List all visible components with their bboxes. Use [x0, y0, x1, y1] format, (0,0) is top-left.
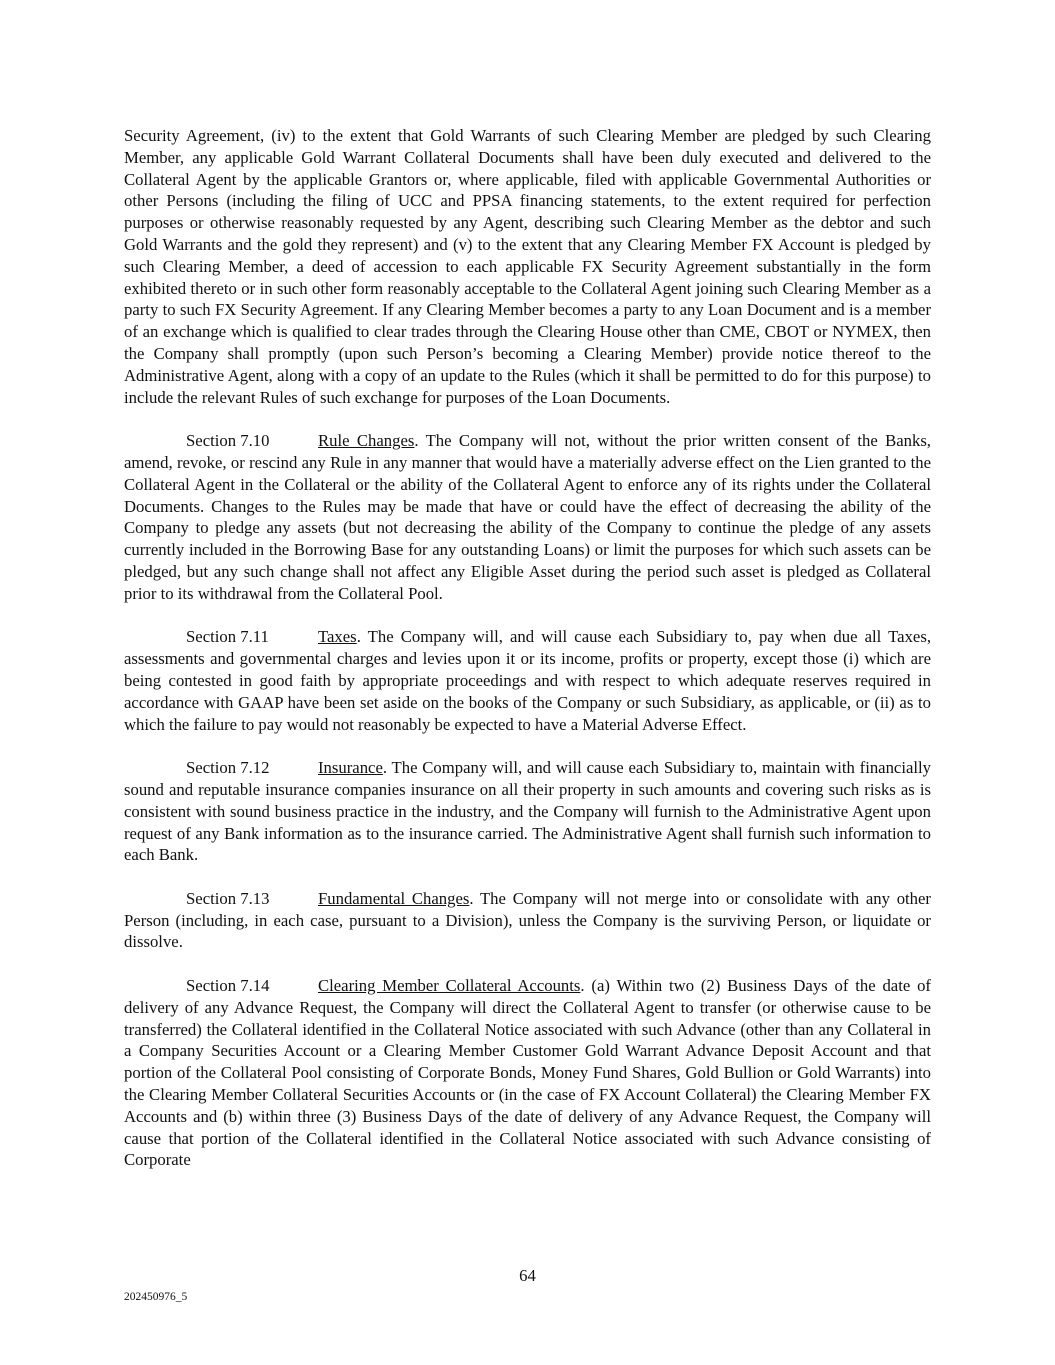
- section-text: . The Company will not merge into or consolidate with any other Person (including, in each case, pursuant to a Division), unless the Company is the surviving Person, or liquidate or dissolve.: [124, 888, 931, 952]
- section-7-11: [124, 626, 931, 735]
- section-text: . (a) Within two (2) Business Days of the date of delivery of any Advance Request, the Company will direct the Collateral Agent to transfer (or otherwise cause to be transferred) the Collateral identified in the Collateral Notice associated with such Advance (other than any Collateral in a Company Securities Account or a Clearing Member Customer Gold Warrant Advance Deposit Account and that portion of the Collateral Pool consisting of Corporate Bonds, Money Fund Shares, Gold Bullion or Gold Warrants) into the Clearing Member Collateral Securities Accounts or (in the case of FX Account Collateral) the Clearing Member FX Accounts and (b) within three (3) Business Days of the date of delivery of any Advance Request, the Company will cause that portion of the Collateral identified in the Collateral Notice associated with such Advance consisting of Corporate: [124, 976, 931, 1170]
- section-number: Section 7.13: [186, 888, 270, 908]
- document-body: [124, 125, 931, 1193]
- section-heading: Clearing Member Collateral Accounts: [318, 976, 581, 996]
- section-text: . The Company will, and will cause each Subsidiary to, maintain with financially sound and reputable insurance companies insurance on all their property in such amounts and covering such risks as is consistent with sound business practice in the industry, and the Company will furnish to the Administrative Agent upon request of any Bank information as to the insurance carried. The Administrative Agent shall furnish such information to each Bank.: [124, 758, 931, 865]
- section-number: Section 7.12: [186, 758, 270, 778]
- section-7-10: [124, 430, 931, 604]
- section-text: . The Company will not, without the prior written consent of the Banks, amend, revoke, or rescind any Rule in any manner that would have a materially adverse effect on the Lien granted to the Collateral Agent in the Collateral or the ability of the Collateral Agent to enforce any of its rights under the Collateral Documents. Changes to the Rules may be made that have or could have the effect of decreasing the ability of the Company to pledge any assets (but not decreasing the ability of the Company to continue the pledge of any assets currently included in the Borrowing Base for any outstanding Loans) or limit the purposes for which such assets can be pledged, but any such change shall not affect any Eligible Asset during the period such asset is pledged as Collateral prior to its withdrawal from the Collateral Pool.: [124, 431, 931, 603]
- section-heading: Rule Changes: [318, 431, 415, 451]
- section-number: Section 7.10: [186, 431, 270, 451]
- page-number: 64: [519, 1266, 536, 1285]
- section-text: . The Company will, and will cause each Subsidiary to, pay when due all Taxes, assessments and governmental charges and levies upon it or its income, profits or property, except those (i) which are being contested in good faith by appropriate proceedings and with respect to which adequate reserves required in accordance with GAAP have been set aside on the books of the Company or such Subsidiary, as applicable, or (ii) as to which the failure to pay would not reasonably be expected to have a Material Adverse Effect.: [124, 627, 931, 734]
- section-7-14: [124, 975, 931, 1171]
- section-7-12: [124, 757, 931, 866]
- section-heading: Insurance: [318, 758, 383, 778]
- section-heading: Taxes: [318, 627, 357, 647]
- section-heading: Fundamental Changes: [318, 888, 470, 908]
- document-id: 202450976_5: [124, 1291, 188, 1303]
- section-7-13: [124, 888, 931, 953]
- paragraph-text: Security Agreement, (iv) to the extent that Gold Warrants of such Clearing Member are pledged by such Clearing Member, any applicable Gold Warrant Collateral Documents shall have been duly executed and delivered to the Collateral Agent by the applicable Grantors or, where applicable, filed with applicable Governmental Authorities or other Persons (including the filing of UCC and PPSA financing statements, to the extent required for perfection purposes or otherwise reasonably requested by any Agent, describing such Clearing Member as the debtor and such Gold Warrants and the gold they represent) and (v) to the extent that any Clearing Member FX Account is pledged by such Clearing Member, a deed of accession to each applicable FX Security Agreement substantially in the form exhibited thereto or in such other form reasonably acceptable to the Collateral Agent joining such Clearing Member as a party to such FX Security Agreement. If any Clearing Member becomes a party to any Loan Document and is a member of an exchange which is qualified to clear trades through the Clearing House other than CME, CBOT or NYMEX, then the Company shall promptly (upon such Person’s becoming a Clearing Member) provide notice thereof to the Administrative Agent, along with a copy of an update to the Rules (which it shall be permitted to do for this purpose) to include the relevant Rules of such exchange for purposes of the Loan Documents.: [124, 126, 931, 407]
- section-number: Section 7.11: [186, 627, 269, 647]
- continuation-paragraph: [124, 125, 931, 408]
- section-number: Section 7.14: [186, 976, 270, 996]
